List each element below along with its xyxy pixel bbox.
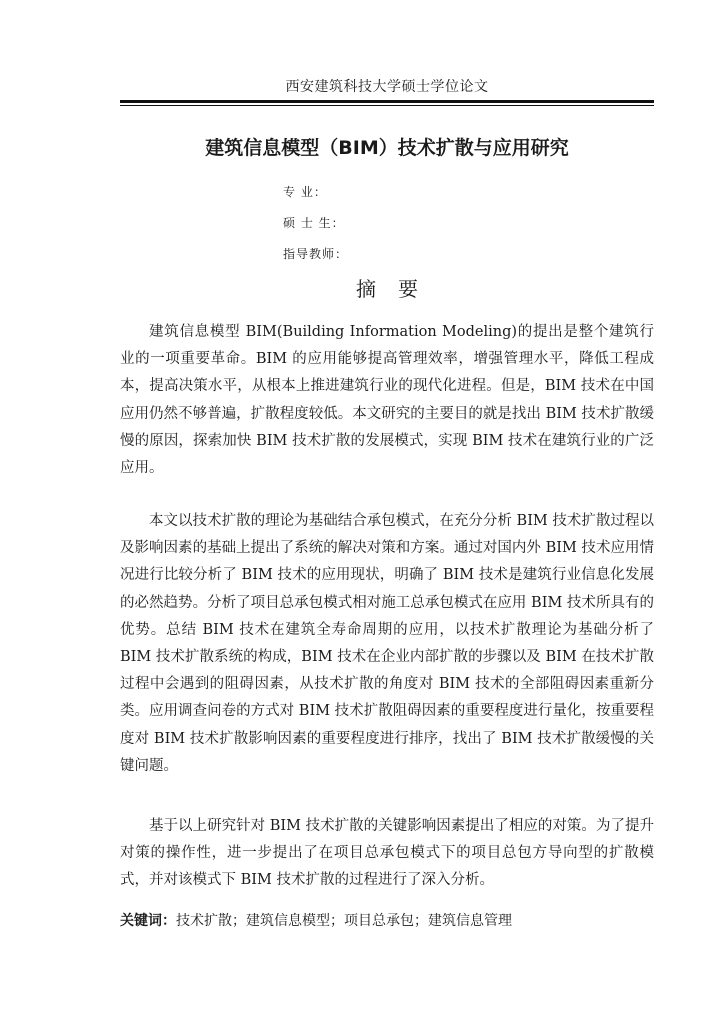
student-label: 硕 士 生： xyxy=(283,216,345,230)
keywords-text: 技术扩散；建筑信息模型；项目总承包；建筑信息管理 xyxy=(176,913,512,929)
header-rule-thin xyxy=(120,105,654,106)
thesis-title: 建筑信息模型（BIM）技术扩散与应用研究 xyxy=(205,137,569,159)
keywords-line xyxy=(120,910,654,930)
abstract-paragraph-1: 建筑信息模型 BIM(Building Information Modeling)的提出是整个建筑行业的一项重要革命。BIM 的应用能够提高管理效率，增强管理水平，降低工程成本，提高决策水平，从根本上推进建筑行业的现代化进程。但是，BIM 技术在中国应用仍然不够普遍，扩散程度较低。本文研究的主要目的就是找出 BIM 技术扩散缓慢的原因，探索加快 BIM 技术扩散的发展模式，实现 BIM 技术在建筑行业的广泛应用。 xyxy=(120,324,654,477)
abstract-heading: 摘要 xyxy=(356,277,440,301)
abstract-paragraph-3: 基于以上研究针对 BIM 技术扩散的关键影响因素提出了相应的对策。为了提升对策的操作性，进一步提出了在项目总承包模式下的项目总包方导向型的扩散模式，并对该模式下 BIM 技术扩散的过程进行了深入分析。 xyxy=(120,818,654,889)
keywords-label: 关键词： xyxy=(120,913,176,929)
major-label: 专 业： xyxy=(283,185,327,199)
advisor-label: 指导教师： xyxy=(283,247,349,261)
running-header: 西安建筑科技大学硕士学位论文 xyxy=(285,79,489,95)
header-rule-thick xyxy=(120,100,654,103)
abstract-paragraph-2: 本文以技术扩散的理论为基础结合承包模式，在充分分析 BIM 技术扩散过程以及影响因素的基础上提出了系统的解决对策和方案。通过对国内外 BIM 技术应用情况进行比较分析了 BIM 技术的应用现状，明确了 BIM 技术是建筑行业信息化发展的必然趋势。分析了项目总承包模式相对施工总承包模式在应用 BIM 技术所具有的优势。总结 BIM 技术在建筑全寿命周期的应用，以技术扩散理论为基础分析了 BIM 技术扩散系统的构成，BIM 技术在企业内部扩散的步骤以及 BIM 在技术扩散过程中会遇到的阻碍因素，从技术扩散的角度对 BIM 技术的全部阻碍因素重新分类。应用调查问卷的方式对 BIM 技术扩散阻碍因素的重要程度进行量化，按重要程度对 BIM 技术扩散影响因素的重要程度进行排序，找出了 BIM 技术扩散缓慢的关键问题。 xyxy=(120,513,654,774)
